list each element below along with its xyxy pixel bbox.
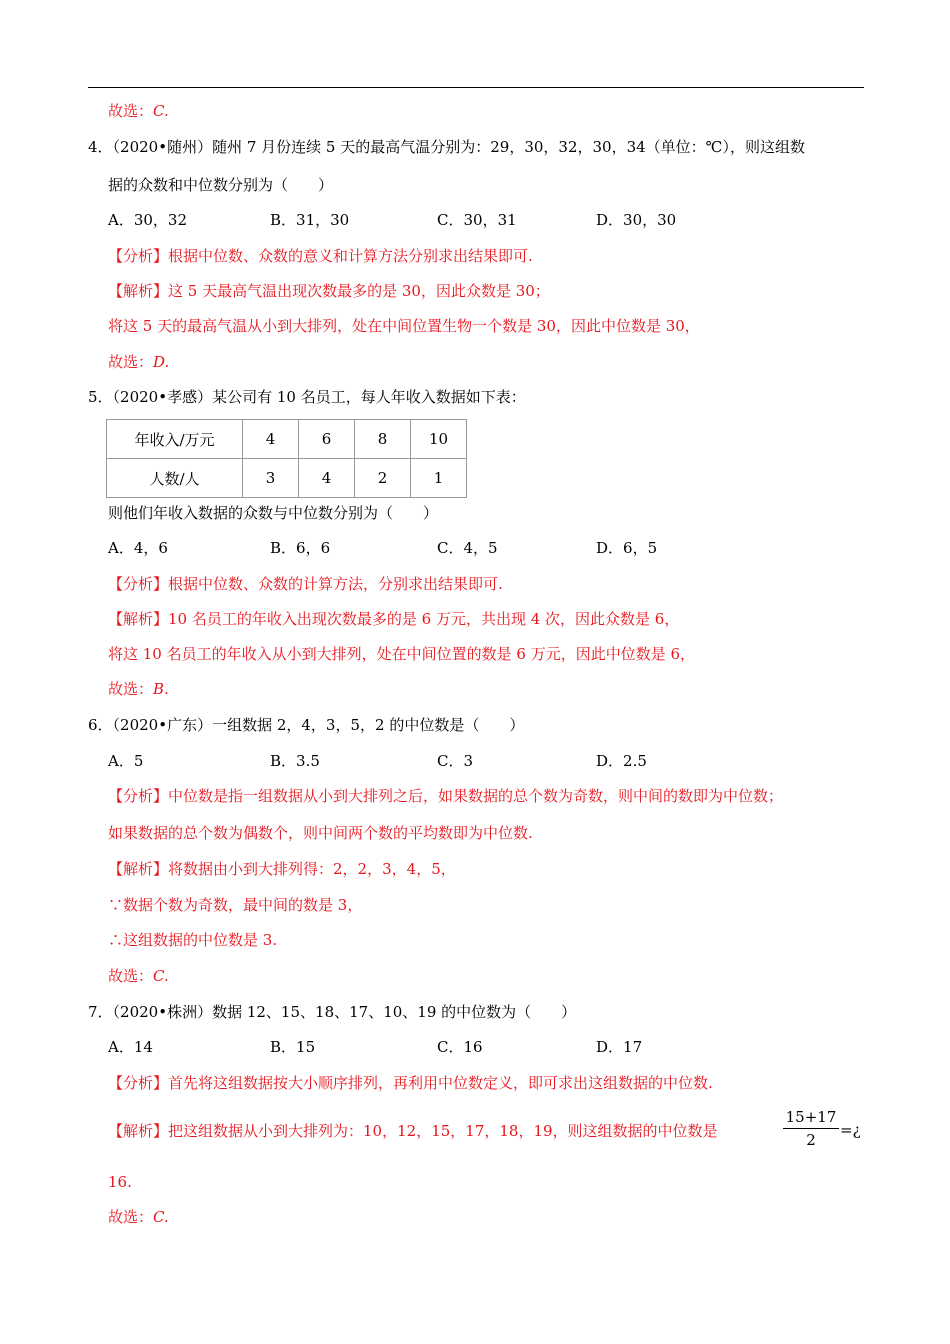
q7-result: 16. [108, 1173, 132, 1191]
table-cell: 6 [299, 420, 355, 459]
q7-option-a: A．14 [108, 1038, 153, 1056]
table-cell: 3 [243, 459, 299, 498]
equals-symbol: =¿ [840, 1121, 861, 1139]
table-cell: 2 [355, 459, 411, 498]
table-row [107, 459, 467, 498]
q6-analysis: 【分析】中位数是指一组数据从小到大排列之后，如果数据的总个数为奇数，则中间的数即为中位数； [108, 787, 784, 805]
table-cell: 10 [411, 420, 467, 459]
table-cell: 8 [355, 420, 411, 459]
q7-option-d: D．17 [596, 1038, 643, 1056]
q6-options [108, 751, 808, 771]
q5-question: 则他们年收入数据的众数与中位数分别为（ ） [108, 504, 439, 522]
q6-analysis-cont: 如果数据的总个数为偶数个，则中间两个数的平均数即为中位数. [108, 824, 533, 842]
q4-solution: 【解析】这 5 天最高气温出现次数最多的是 30，因此众数是 30； [108, 282, 550, 300]
q6-solution-cont: ∵数据个数为奇数，最中间的数是 3， [108, 896, 363, 914]
q7-answer: 故选：C. [108, 1208, 169, 1226]
q5-solution: 【解析】10 名员工的年收入出现次数最多的是 6 万元，共出现 4 次，因此众数是 6， [108, 610, 680, 628]
income-table [106, 419, 467, 498]
q5-option-b: B．6，6 [270, 539, 331, 557]
table-cell: 4 [243, 420, 299, 459]
q5-option-d: D．6，5 [596, 539, 658, 557]
q6-option-c: C．3 [437, 752, 474, 770]
q6-option-d: D．2.5 [596, 752, 647, 770]
q4-answer: 故选：D. [108, 353, 170, 371]
q6-option-b: B．3.5 [270, 752, 320, 770]
table-row [107, 420, 467, 459]
q4-options [108, 210, 808, 230]
q7-analysis: 【分析】首先将这组数据按大小顺序排列，再利用中位数定义，即可求出这组数据的中位数. [108, 1074, 713, 1092]
q4-stem: 4．（2020•随州）随州 7 月份连续 5 天的最高气温分别为：29，30，32，30，34（单位：℃），则这组数 [88, 138, 805, 156]
table-cell: 1 [411, 459, 467, 498]
q7-option-c: C．16 [437, 1038, 483, 1056]
q4-option-d: D．30，30 [596, 211, 677, 229]
q7-stem: 7．（2020•株洲）数据 12、15、18、17、10、19 的中位数为（ ） [88, 1003, 577, 1021]
fraction-denominator: 2 [806, 1131, 816, 1149]
q4-option-b: B．31，30 [270, 211, 350, 229]
q4-solution-cont: 将这 5 天的最高气温从小到大排列，处在中间位置生物一个数是 30，因此中位数是 30， [108, 317, 700, 335]
q4-option-a: A．30，32 [108, 211, 188, 229]
q7-solution: 【解析】把这组数据从小到大排列为：10，12，15，17，18，19，则这组数据的中位数是 [108, 1122, 718, 1140]
q6-option-a: A．5 [108, 752, 144, 770]
q5-analysis: 【分析】根据中位数、众数的计算方法，分别求出结果即可. [108, 575, 503, 593]
q3-answer: 故选：C. [108, 102, 169, 120]
q6-solution-conclusion: ∴这组数据的中位数是 3. [108, 931, 278, 949]
q7-options [108, 1037, 808, 1057]
q5-option-c: C．4，5 [437, 539, 498, 557]
q5-solution-cont: 将这 10 名员工的年收入从小到大排列，处在中间位置的数是 6 万元，因此中位数是 6， [108, 645, 696, 663]
q4-stem-cont: 据的众数和中位数分别为（ ） [108, 176, 334, 194]
q5-option-a: A．4，6 [108, 539, 168, 557]
q6-solution: 【解析】将数据由小到大排列得：2，2，3，4，5， [108, 860, 456, 878]
fraction-numerator: 15+17 [783, 1107, 839, 1129]
q4-option-c: C．30，31 [437, 211, 517, 229]
q4-analysis: 【分析】根据中位数、众数的意义和计算方法分别求出结果即可. [108, 247, 533, 265]
q5-options [108, 538, 808, 558]
median-fraction [783, 1107, 839, 1150]
table-cell: 人数/人 [107, 459, 243, 498]
q6-answer: 故选：C. [108, 967, 169, 985]
table-cell: 4 [299, 459, 355, 498]
header-rule [88, 87, 864, 88]
q7-option-b: B．15 [270, 1038, 316, 1056]
table-cell: 年收入/万元 [107, 420, 243, 459]
q5-answer: 故选：B. [108, 680, 169, 698]
q5-stem: 5．（2020•孝感）某公司有 10 名员工，每人年收入数据如下表： [88, 388, 526, 406]
q6-stem: 6．（2020•广东）一组数据 2，4，3，5，2 的中位数是（ ） [88, 716, 525, 734]
